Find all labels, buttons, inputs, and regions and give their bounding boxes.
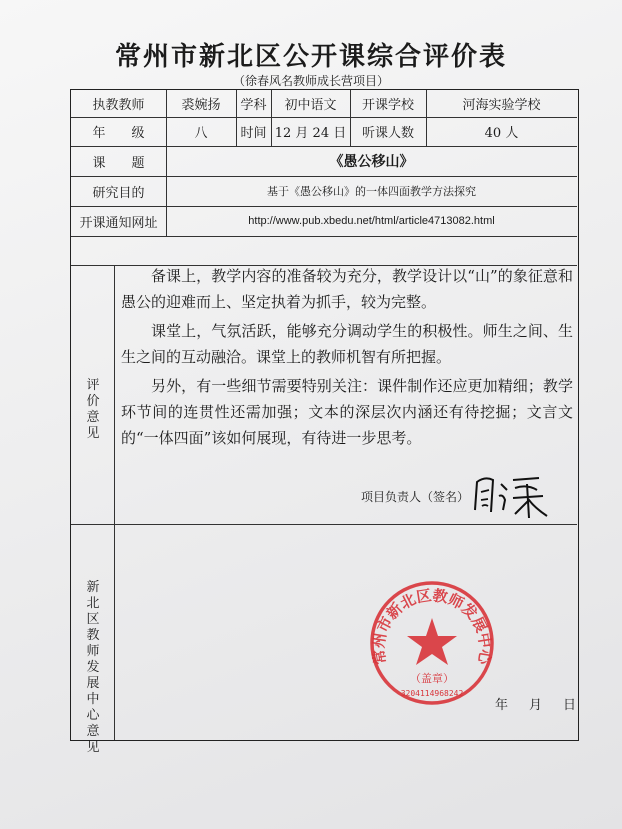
row-divider — [71, 524, 577, 525]
subject-value: 初中语文 — [284, 98, 337, 113]
evaluation-label: 评价意见 — [86, 378, 100, 441]
topic-label: 课 题 — [92, 155, 145, 171]
date-day-label: 日 — [563, 698, 577, 713]
teacher-label: 执教教师 — [92, 98, 145, 113]
date-month-label: 月 — [529, 698, 543, 713]
notice-url-link[interactable]: http://www.pub.xbedu.net/html/article4713082.html — [248, 215, 495, 227]
date-year-label: 年 — [495, 698, 509, 713]
evaluation-comment — [121, 263, 573, 454]
attendees-value: 40 人 — [484, 126, 519, 141]
evaluation-table — [70, 89, 579, 755]
grade-label: 年 级 — [92, 126, 145, 141]
attendees-label: 听课人数 — [361, 126, 414, 141]
signer-label: 项目负责人（签名） — [361, 490, 470, 504]
time-label: 时间 — [240, 126, 267, 141]
comment-paragraph: 另外，有一些细节需要特别关注：课件制作还应更加精细；教学环节间的连贯性还需加强；文本的深层次内涵还有待挖掘；文言文的“一体四面”该如何展现，有待进一步思考。 — [121, 377, 573, 447]
comment-paragraph: 备课上，教学内容的准备较为充分，教学设计以“山”的象征意和愚公的迎难而上、坚定执着为抓手，较为完整。 — [121, 267, 573, 311]
school-value: 河海实验学校 — [462, 98, 541, 113]
grade-value: 八 — [194, 126, 208, 141]
time-value: 12 月 24 日 — [274, 126, 347, 141]
col-divider — [114, 265, 115, 740]
comment-paragraph: 课堂上，气氛活跃，能够充分调动学生的积极性。师生之间、生生之间的互动融洽。课堂上的教师机智有所把握。 — [121, 322, 573, 366]
notice-url-label: 开课通知网址 — [79, 215, 158, 231]
stamp-number: 3204114968242 — [400, 689, 464, 698]
stamp-text: 常州市新北区教师发展中心 — [369, 586, 495, 666]
purpose-value: 基于《愚公移山》的一体四面教学方法探究 — [267, 185, 476, 198]
official-stamp — [367, 578, 497, 708]
handwritten-signature — [469, 470, 549, 522]
page-title: 常州市新北区公开课综合评价表 — [114, 42, 507, 72]
stamp-caption: （盖章） — [410, 672, 454, 685]
center-opinion-label: 新北区教师发展中心意见 — [86, 580, 100, 755]
row-divider — [71, 236, 577, 237]
school-label: 开课学校 — [361, 98, 414, 113]
subject-label: 学科 — [240, 98, 267, 113]
teacher-value: 裘婉扬 — [181, 98, 221, 113]
topic-value: 《愚公移山》 — [329, 154, 414, 170]
purpose-label: 研究目的 — [92, 185, 145, 201]
page-subtitle: （徐春风名教师成长营项目） — [232, 74, 389, 88]
